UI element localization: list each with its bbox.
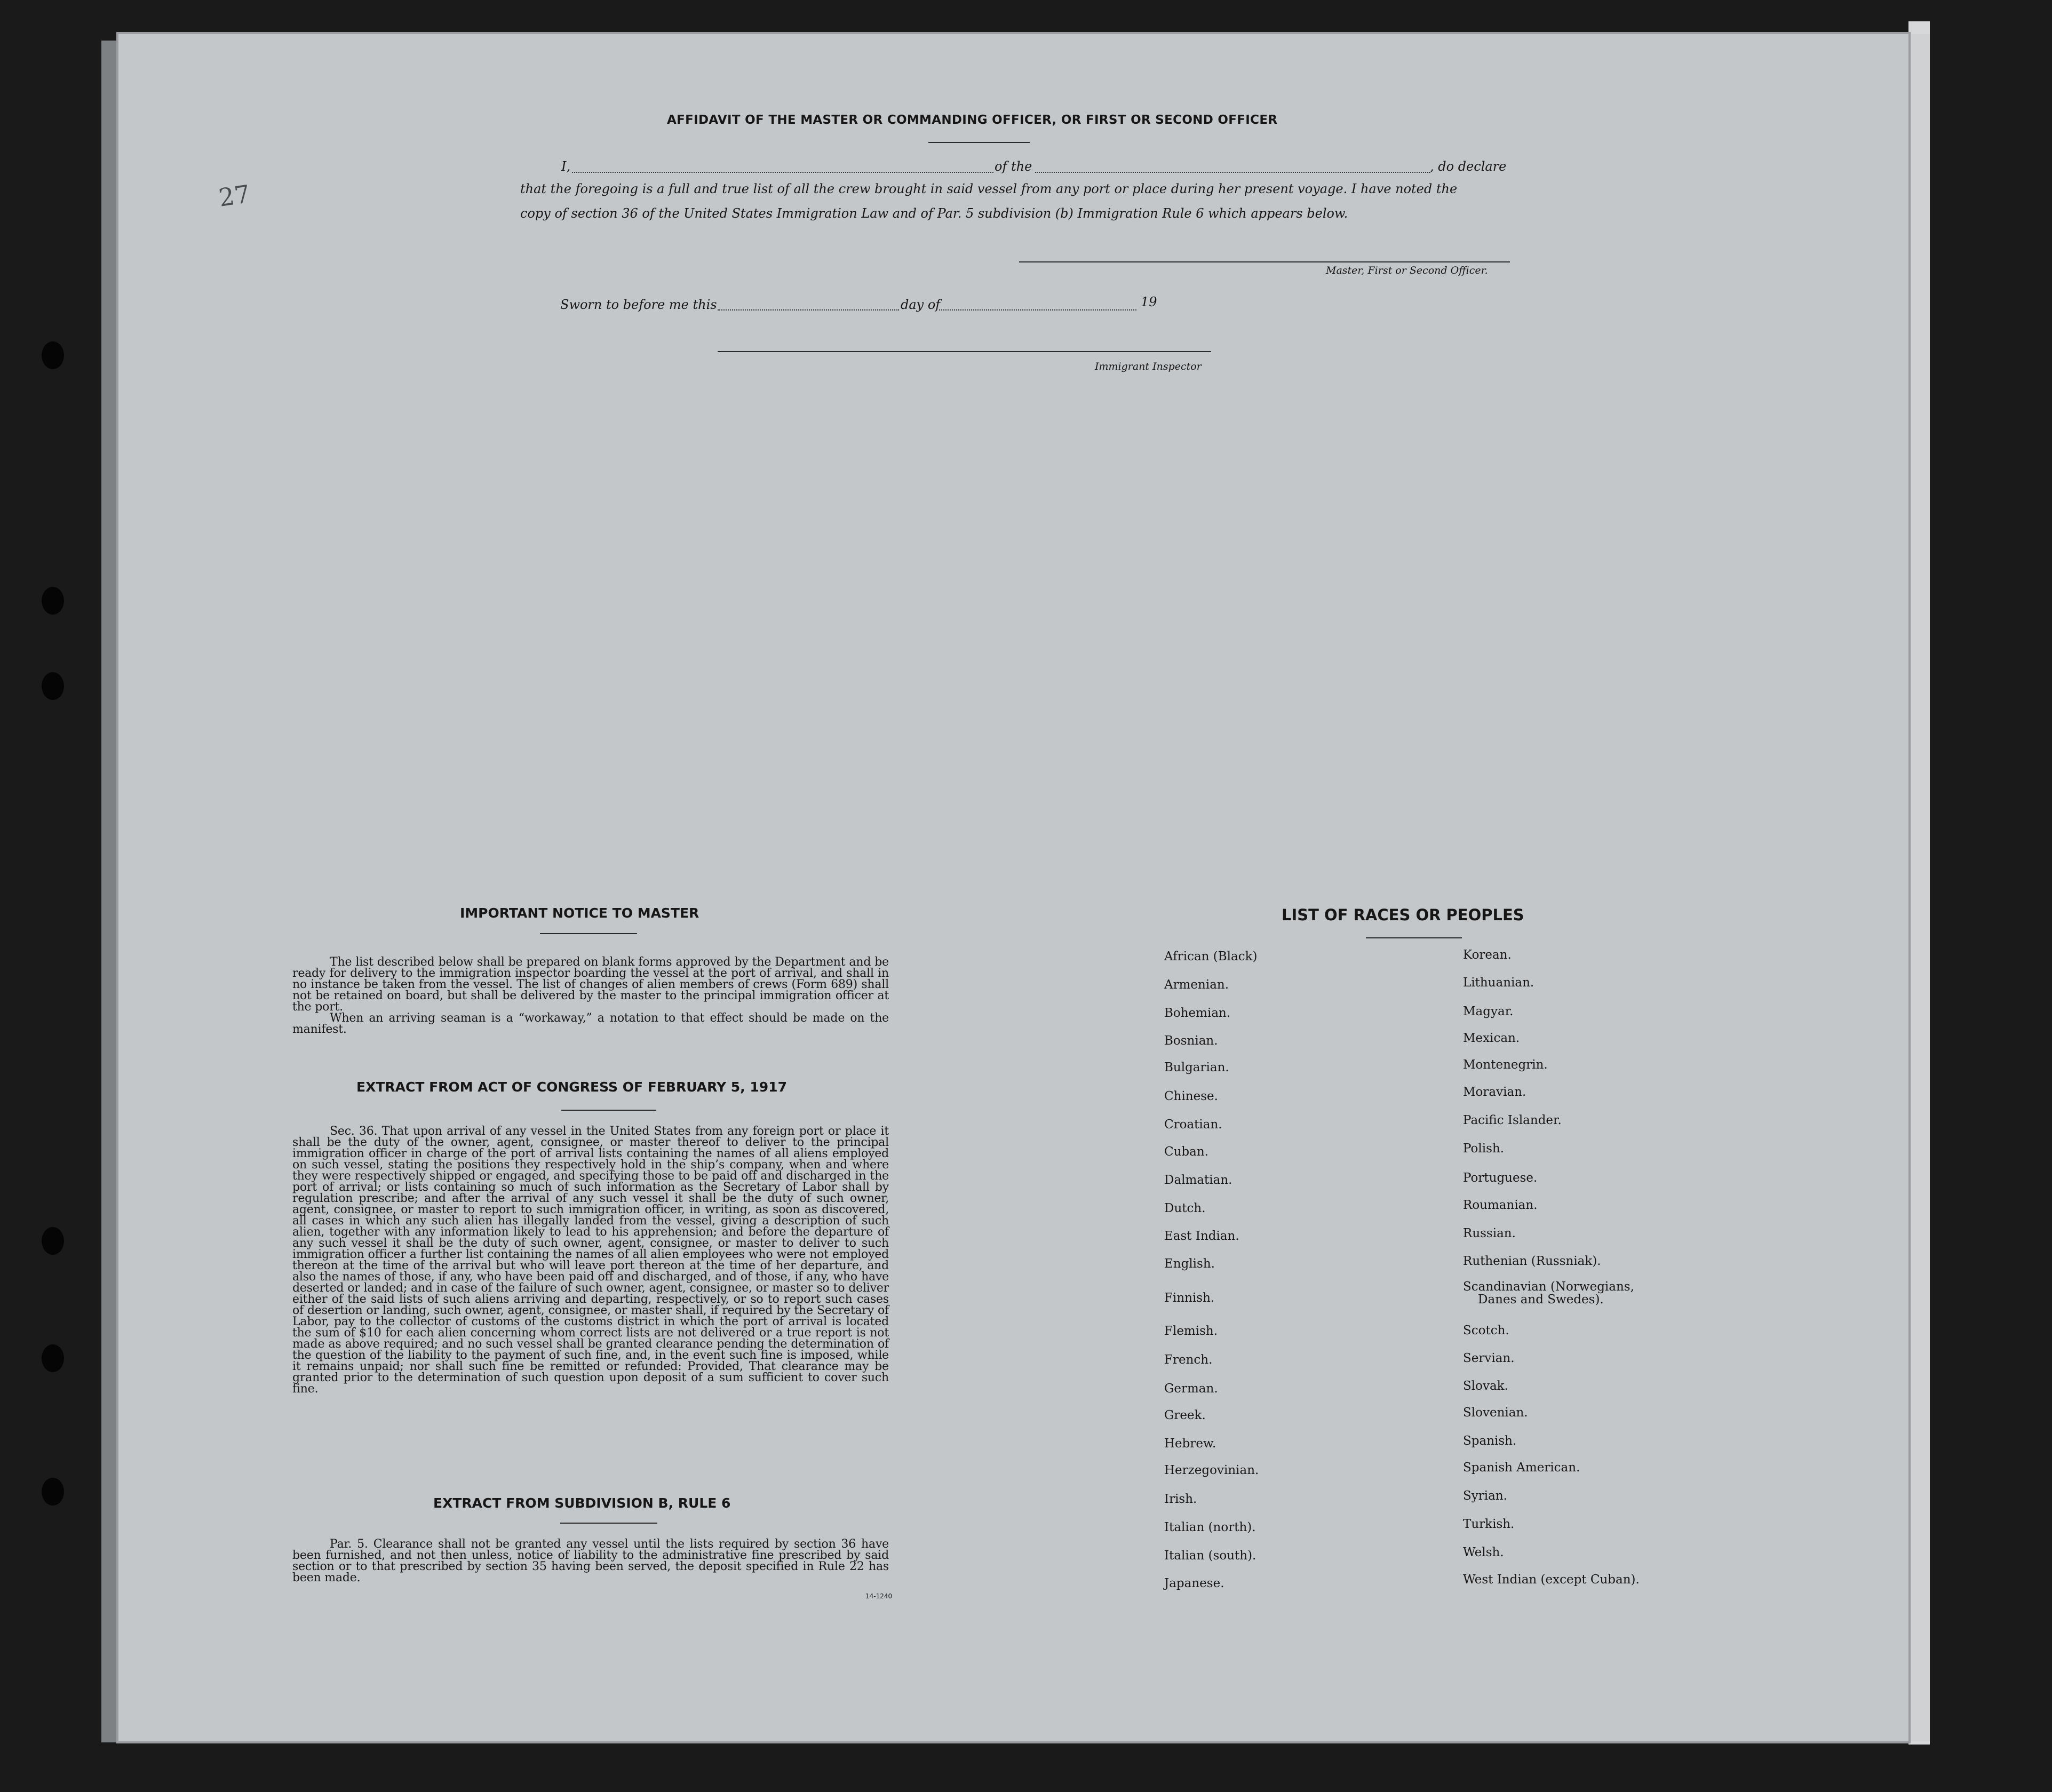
race-item: German. [1164, 1382, 1218, 1396]
race-item: Montenegrin. [1463, 1058, 1548, 1072]
race-item: Servian. [1463, 1351, 1515, 1365]
race-item: Spanish. [1463, 1434, 1517, 1448]
race-item: Finnish. [1164, 1291, 1215, 1305]
affidavit-line-2: that the foregoing is a full and true list of all the crew brought in said vessel from any port or place during her present voyage. I have noted the [520, 181, 1458, 196]
notice-title: IMPORTANT NOTICE TO MASTER [460, 905, 699, 921]
sworn-label: Sworn to before me this [560, 297, 717, 312]
binder-hole [42, 1478, 64, 1506]
race-item: Slovenian. [1463, 1406, 1528, 1420]
race-item: Croatian. [1164, 1118, 1222, 1132]
race-item: Irish. [1164, 1492, 1197, 1506]
race-item: West Indian (except Cuban). [1463, 1573, 1640, 1587]
race-item: Russian. [1463, 1226, 1516, 1240]
races-rule [1366, 937, 1462, 938]
rule-body [292, 1539, 889, 1583]
race-item: Dalmatian. [1164, 1173, 1232, 1187]
race-item: Polish. [1463, 1142, 1505, 1156]
margin-number: 27 [217, 179, 252, 212]
race-item: Hebrew. [1164, 1437, 1216, 1451]
binder-hole [42, 341, 64, 369]
form-number: 14-1240 [865, 1592, 893, 1600]
affidavit-i: I, [561, 159, 571, 174]
name-blank[interactable] [572, 172, 993, 173]
race-item: Mexican. [1463, 1031, 1520, 1045]
affidavit-of-the: of the [995, 159, 1032, 174]
year-prefix: 19 [1141, 294, 1157, 309]
race-item: Ruthenian (Russniak). [1463, 1254, 1601, 1268]
race-item: Portuguese. [1463, 1171, 1538, 1185]
rule-title: EXTRACT FROM SUBDIVISION B, RULE 6 [433, 1495, 731, 1511]
affidavit-line-3: copy of section 36 of the United States Immigration Law and of Par. 5 subdivision (b) Immigration Rule 6 which appears below. [520, 206, 1348, 221]
affidavit-title: AFFIDAVIT OF THE MASTER OR COMMANDING OFFICER, OR FIRST OR SECOND OFFICER [667, 113, 1278, 127]
master-signature-line[interactable] [1019, 261, 1510, 262]
binder-hole [42, 1344, 64, 1372]
race-item: Welsh. [1463, 1546, 1504, 1559]
race-item: English. [1164, 1257, 1215, 1271]
race-item: French. [1164, 1353, 1213, 1367]
notice-body [292, 957, 889, 1035]
race-item: Bulgarian. [1164, 1061, 1229, 1074]
race-item: East Indian. [1164, 1229, 1239, 1243]
page-left-edge [101, 41, 120, 1742]
race-item: Greek. [1164, 1408, 1206, 1422]
race-item: Armenian. [1164, 978, 1229, 992]
binder-hole [42, 587, 64, 615]
race-item: Italian (north). [1164, 1520, 1256, 1534]
sworn-day-blank[interactable] [718, 309, 899, 310]
binder-hole [42, 1227, 64, 1255]
race-item-continued: Danes and Swedes). [1478, 1293, 1604, 1307]
page-right-edge [1908, 21, 1930, 1745]
affidavit-declare: , do declare [1430, 159, 1507, 174]
day-of-label: day of [901, 297, 941, 312]
race-item: Pacific Islander. [1463, 1113, 1562, 1127]
notice-paragraph-1: The list described below shall be prepared on blank forms approved by the Department and be ready for delivery to the immigration inspector boarding the vessel at the port of arrival, and shall in no instance be taken from the vessel. The list of changes of alien members of crews (Form 689) shall not be retained on board, but shall be delivered by the master to the principal immigration officer at the port. [292, 955, 889, 1014]
act-title: EXTRACT FROM ACT OF CONGRESS OF FEBRUARY 5, 1917 [356, 1079, 787, 1095]
race-item: Flemish. [1164, 1324, 1218, 1338]
race-item: Herzegovinian. [1164, 1463, 1259, 1477]
race-item: African (Black) [1164, 950, 1258, 963]
act-body [292, 1126, 889, 1395]
race-item: Lithuanian. [1463, 976, 1534, 990]
act-rule [561, 1110, 656, 1111]
race-item: Scotch. [1463, 1324, 1509, 1337]
month-blank[interactable] [939, 309, 1136, 310]
rule-rule [560, 1523, 657, 1524]
races-title: LIST OF RACES OR PEOPLES [1282, 906, 1524, 924]
race-item: Cuban. [1164, 1145, 1208, 1159]
race-item: Spanish American. [1463, 1461, 1580, 1475]
race-item: Syrian. [1463, 1489, 1507, 1503]
race-item: Italian (south). [1164, 1549, 1256, 1563]
race-item: Korean. [1463, 948, 1512, 962]
inspector-signature-line[interactable] [718, 351, 1211, 352]
race-item: Scandinavian (Norwegians, [1463, 1280, 1634, 1294]
act-section-36: Sec. 36. That upon arrival of any vessel in the United States from any foreign port or place it shall be the duty of the owner, agent, consignee, or master thereof to deliver to the principal immigration officer in charge of the port of arrival lists containing the names of all aliens employed on such vessel, stating the positions they respectively hold in the ship’s company, when and where they were respectively shipped or engaged, and specifying those to be paid off and discharged in the port of arrival; or lists containing so much of such information as the Secretary of Labor shall by regulation prescribe; and after the arrival of any such vessel it shall be the duty of such owner, agent, consignee, or master to report to such immigration officer, in writing, as soon as discovered, all cases in which any such alien has illegally landed from the vessel, giving a description of such alien, together with any information likely to lead to his apprehension; and before the departure of any such vessel it shall be the duty of such owner, agent, consignee, or master to deliver to such immigration officer a further list containing the names of all alien employees who were not employed thereon at the time of the arrival but who will leave port thereon at the time of her departure, and also the names of those, if any, who have been paid off and discharged, and of those, if any, who have deserted or landed; and in case of the failure of such owner, agent, consignee, or master so to deliver either of the said lists of such aliens arriving and departing, respectively, or so to report such cases of desertion or landing, such owner, agent, consignee, or master shall, if required by the Secretary of Labor, pay to the collector of customs of the customs district in which the port of arrival is located the sum of $10 for each alien concerning whom correct lists are not delivered or a true report is not made as above required; and no such vessel shall be granted clearance pending the determination of the question of the liability to the payment of such fine, and, in the event such fine is imposed, while it remains unpaid; nor shall such fine be remitted or refunded: Provided, That clearance may be granted prior to the determination of such question upon deposit of a sum sufficient to cover such fine. [292, 1125, 889, 1396]
race-item: Roumanian. [1463, 1198, 1538, 1212]
race-item: Bosnian. [1164, 1034, 1218, 1048]
race-item: Dutch. [1164, 1201, 1206, 1215]
document-page [118, 34, 1908, 1741]
race-item: Magyar. [1463, 1005, 1514, 1018]
inspector-label: Immigrant Inspector [1095, 361, 1202, 372]
notice-rule [540, 933, 637, 934]
binder-hole [42, 672, 64, 700]
title-rule [928, 142, 1030, 143]
rule-par-5: Par. 5. Clearance shall not be granted any vessel until the lists required by section 36 have been furnished, and not then unless, notice of liability to the administrative fine prescribed by said section or to that prescribed by section 35 having been served, the deposit specified in Rule 22 has been made. [292, 1538, 889, 1584]
race-item: Japanese. [1164, 1576, 1224, 1590]
race-item: Chinese. [1164, 1089, 1218, 1103]
race-item: Turkish. [1463, 1517, 1515, 1531]
master-label: Master, First or Second Officer. [1326, 265, 1488, 276]
notice-paragraph-2: When an arriving seaman is a “workaway,” a notation to that effect should be made on the manifest. [292, 1012, 889, 1036]
race-item: Bohemian. [1164, 1006, 1231, 1020]
race-item: Slovak. [1463, 1379, 1508, 1393]
vessel-blank[interactable] [1035, 172, 1430, 173]
race-item: Moravian. [1463, 1085, 1526, 1099]
